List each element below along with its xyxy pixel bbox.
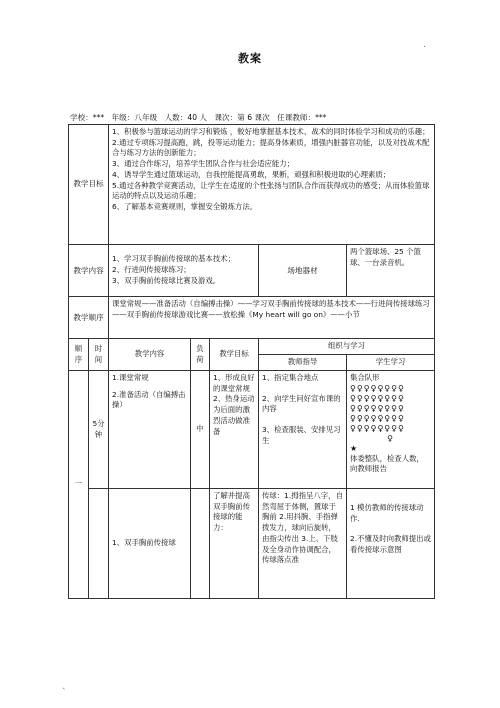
row2-student	[347, 489, 435, 599]
header-student-learn: 学生学习	[347, 355, 435, 371]
row1-load: 中	[191, 371, 210, 489]
formation-row: ♀♀♀♀♀♀♀♀	[350, 423, 405, 433]
goal-item: 4、诱导学生通过篮球运动，自我控能提高勇敢，果断，顽强和积极进取的心理素质；	[112, 169, 391, 179]
header-content: 教学内容	[109, 339, 191, 371]
meta-count: 人数：40 人	[164, 113, 208, 122]
meta-lesson: 课次：第 6 课次	[214, 113, 270, 122]
formation-row: ♀♀♀♀♀♀♀♀	[350, 383, 405, 393]
row1-time: 5分钟	[89, 371, 109, 489]
row1-student	[347, 371, 435, 489]
top-mark: .	[423, 40, 426, 50]
row2-student-item: 1 模仿教师的传接球动作.	[350, 503, 424, 523]
row1-content-item: 2.准备活动（自编搏击操）	[112, 389, 186, 410]
goals-label: 教学目标	[69, 125, 109, 245]
formation-title: 集合队形	[350, 373, 380, 382]
bottom-mark: `	[62, 688, 67, 698]
row1-seq: 一	[69, 371, 89, 599]
goal-item: 5.通过各种教学竞赛活动，让学生在适度的个性张扬与团队合作而获得成功的感受；从而体验篮球运动的特点以及运动乐趣；	[112, 180, 430, 201]
formation-row: ♀♀♀♀♀♀♀♀	[350, 413, 405, 423]
content-item: 2、行进间传接球练习；	[112, 265, 191, 275]
star-icon: ★	[350, 443, 359, 453]
formation-row: ♀♀♀♀♀♀♀♀	[350, 393, 405, 403]
content-item: 3、双手胸前传接球比赛及游戏。	[112, 275, 221, 285]
row2-content: 1、双手胸前传接球	[109, 489, 191, 599]
row2-student-item: 2.不懂及时向教师提出或看传接球示意图	[350, 534, 431, 555]
meta-grade: 年级：八年级	[111, 113, 158, 122]
venue-text: 两个篮球场、25 个篮球、一台录音机。	[347, 245, 435, 297]
teacher-position-icon: ♀	[387, 433, 394, 443]
header-org: 组织与学习	[259, 339, 435, 355]
content-label: 教学内容	[69, 245, 109, 297]
goals-cell	[109, 125, 435, 245]
row1-goal: 1、形成良好的课堂常规 2、热身运动为后面的激烈活动做准备	[210, 371, 259, 489]
row1-teacher	[259, 371, 347, 489]
row1-teacher-item: 1、指定集合地点	[262, 373, 319, 382]
lesson-plan-table	[68, 124, 435, 599]
header-teacher-guide: 教师指导	[259, 355, 347, 371]
order-label: 教学顺序	[69, 297, 109, 339]
row1-content	[109, 371, 191, 489]
lesson-meta	[70, 112, 331, 123]
row2-goal: 了解并提高双手胸前传接球的能力：	[210, 489, 259, 599]
meta-school: 学校：***	[70, 113, 105, 122]
page-title: 教案	[238, 52, 262, 65]
order-text: 课堂常规——准备活动（自编搏击操）——学习双手胸前传接球的基本技术——行进间传接球练习——双手胸前传接球游戏比赛——放松操《My heart will go on》——小节	[109, 297, 435, 339]
formation-row: ♀♀♀♀♀♀♀♀	[350, 403, 405, 413]
row1-teacher-item: 3、检查服装、安排见习生	[262, 425, 341, 445]
goal-item: 6、了解基本竞赛规则，掌握安全锻炼方法。	[112, 202, 258, 212]
row2-load	[191, 489, 210, 599]
goal-item: 1、积极参与篮球运动的学习和锻炼 ，較好地掌握基本技术、战术的同时体验学习和成功的乐趣；	[112, 127, 430, 136]
row1-teacher-item: 2、向学生问好宣布课的内容	[262, 393, 341, 414]
goal-item: 3、通过合作练习，培养学生团队合作与社会适应能力；	[112, 159, 295, 169]
goal-item: 2.通过专项练习提高跑，跳，投等运动能力；提高身体素质，增强内脏器官功能，以及对技战术配合与练习方法的创新能力；	[112, 137, 430, 158]
header-time: 时间	[89, 339, 109, 371]
header-goal: 教学目标	[210, 339, 259, 371]
venue-label: 场地器材	[259, 245, 347, 297]
row1-content-item: 1.课堂常规	[112, 373, 149, 382]
content-item: 1、学习双手胸前传接球的基本技术；	[112, 254, 235, 264]
content-cell	[109, 245, 259, 297]
meta-teacher: 任课教师：***	[277, 113, 327, 122]
row2-teacher: 传球：1.拇指呈八字，自然弯屈于体侧，置球于胸前 2.用抖腕、手指弹拨发力，球向后旋转，由指尖传出 3.上、下肢及全身动作协调配合，传球落点准	[259, 489, 347, 599]
header-load: 负荷	[191, 339, 210, 371]
header-seq: 顺序	[69, 339, 89, 371]
row2-time	[89, 489, 109, 599]
row1-student-text: 体委整队，检查人数，向教师报告	[350, 453, 424, 474]
